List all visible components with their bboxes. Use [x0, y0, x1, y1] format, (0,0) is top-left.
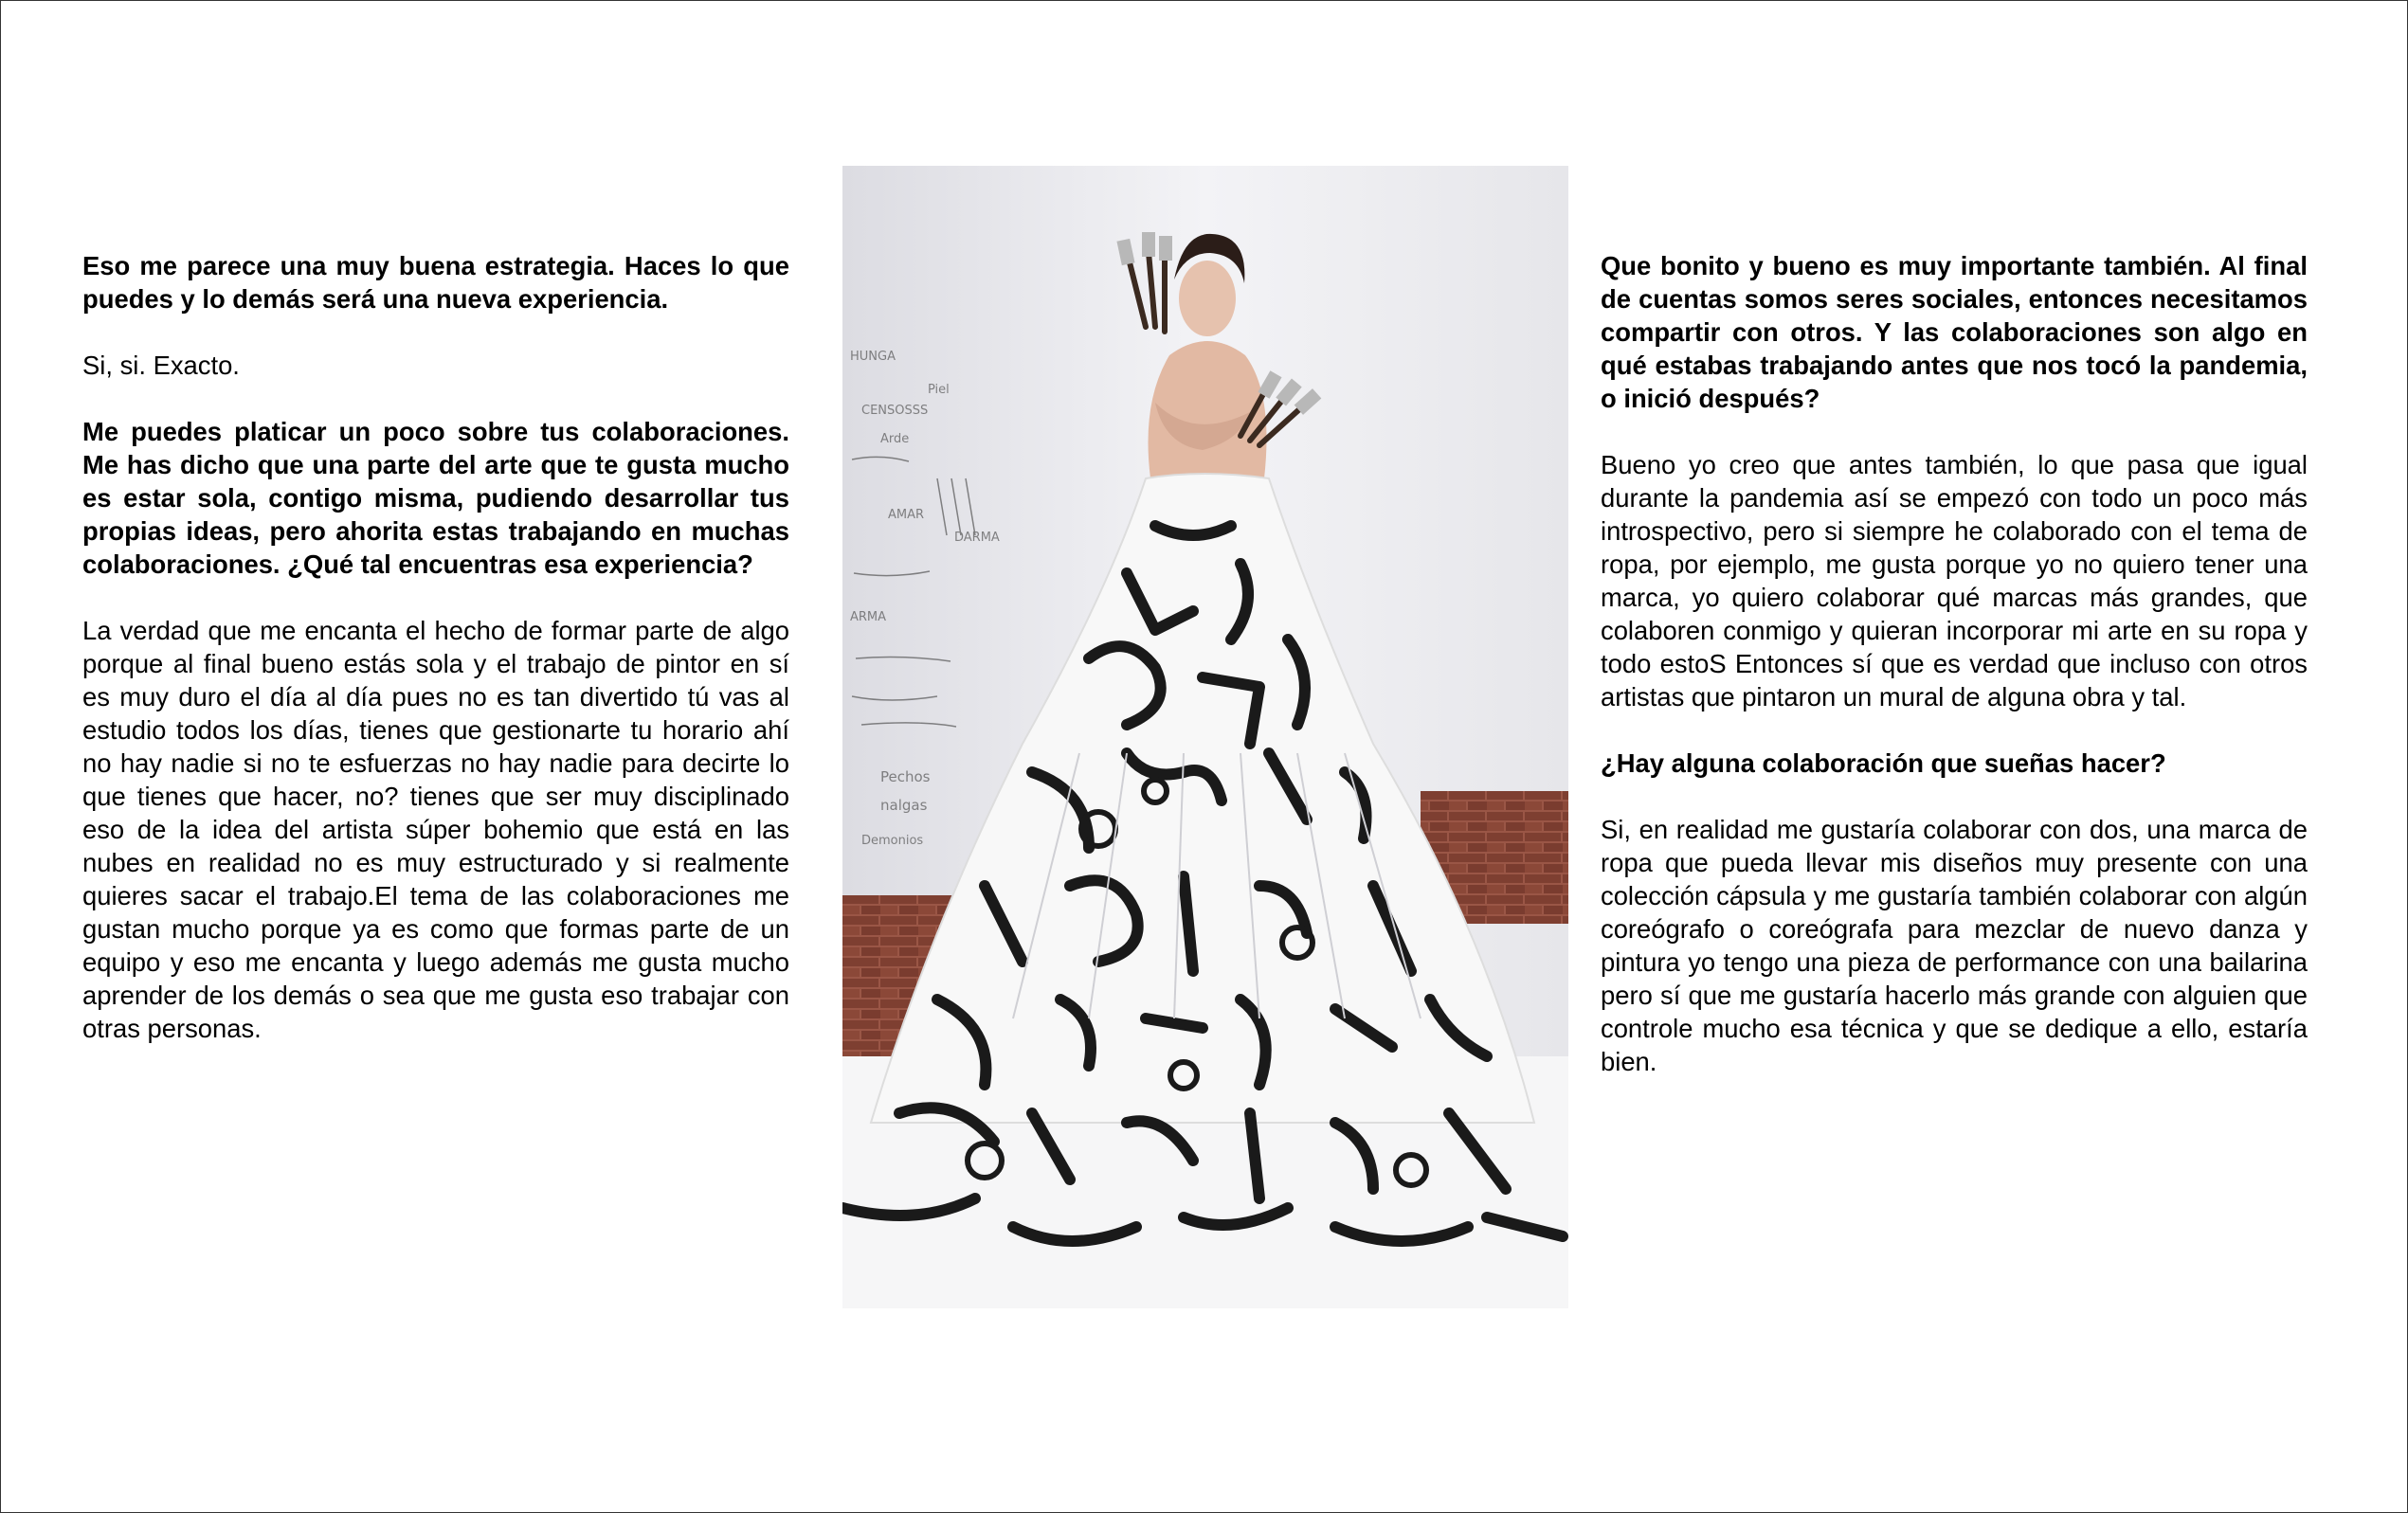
question-paragraph: Que bonito y bueno es muy importante también. Al final de cuentas somos seres sociales, entonces necesitamos compartir con otros. Y las colaboraciones son algo en qué estabas trabajando antes que nos tocó la pandemia, o inició después?: [1601, 251, 2308, 413]
left-text-column: [82, 249, 789, 1078]
wall-writing: Demonios: [861, 834, 924, 848]
wall-writing: AMAR: [888, 508, 925, 522]
question-paragraph: Me puedes platicar un poco sobre tus colaboraciones. Me has dicho que una parte del arte que te gusta mucho es estar sola, contigo misma, pudiendo desarrollar tus propias ideas, pero ahorita estas trabajando en muchas colaboraciones. ¿Qué tal encuentras esa experiencia?: [82, 417, 789, 579]
wall-writing: Piel: [928, 383, 950, 397]
wall-writing: ARMA: [850, 610, 887, 624]
wall-writing: CENSOSSS: [861, 404, 929, 418]
artist-photo: [842, 166, 1568, 1308]
wall-writing: Pechos: [880, 768, 931, 785]
wall-writing: nalgas: [880, 797, 928, 814]
wall-writing: Arde: [880, 432, 910, 446]
answer-paragraph: Si, si. Exacto.: [82, 351, 240, 380]
wall-writing: DARMA: [954, 531, 1000, 545]
wall-writing: HUNGA: [850, 350, 896, 364]
question-paragraph: ¿Hay alguna colaboración que sueñas hacer?: [1601, 748, 2166, 778]
answer-paragraph: La verdad que me encanta el hecho de formar parte de algo porque al final bueno estás sola y el trabajo de pintor en sí es muy duro el día al día pues no es tan divertido tú vas al estudio todos los días, tienes que gestionarte tu horario ahí no hay nadie si no te esfuerzas no hay nadie para decirte lo que tienes que hacer, no? tienes que ser muy disciplinado eso de la idea del artista súper bohemio que está en las nubes en realidad no es muy estructurado y si realmente quieres sacar el trabajo.El tema de las colaboraciones me gustan mucho porque ya es como que formas parte de un equipo y eso me encanta y luego además me gusta mucho aprender de los demás o sea que me gusta eso trabajar con otras personas.: [82, 616, 789, 1043]
answer-paragraph: Si, en realidad me gustaría colaborar con dos, una marca de ropa que pueda llevar mis diseños muy presente con una colección cápsula y me gustaría también colaborar con algún coreógrafo o coreógrafa para mezclar de nuevo danza y pintura yo tengo una pieza de performance con una bailarina pero sí que me gustaría hacerlo más grande con alguien que controle mucho esa técnica y que se dedique a ello, estaría bien.: [1601, 815, 2308, 1076]
right-text-column: [1601, 249, 2308, 1111]
photo-illustration: [842, 166, 1568, 1308]
answer-paragraph: Bueno yo creo que antes también, lo que pasa que igual durante la pandemia así se empezó con todo un poco más introspectivo, pero si siempre he colaborado con el tema de ropa, por ejemplo, me gusta porque yo no quiero tener una marca, yo quiero colaborar qué marcas más grandes, que colaboren conmigo y quieran incorporar mi arte en su ropa y todo estoS Entonces sí que es verdad que incluso con otros artistas que pintaron un mural de alguna obra y tal.: [1601, 450, 2308, 711]
question-paragraph: Eso me parece una muy buena estrategia. Haces lo que puedes y lo demás será una nueva experiencia.: [82, 251, 789, 314]
